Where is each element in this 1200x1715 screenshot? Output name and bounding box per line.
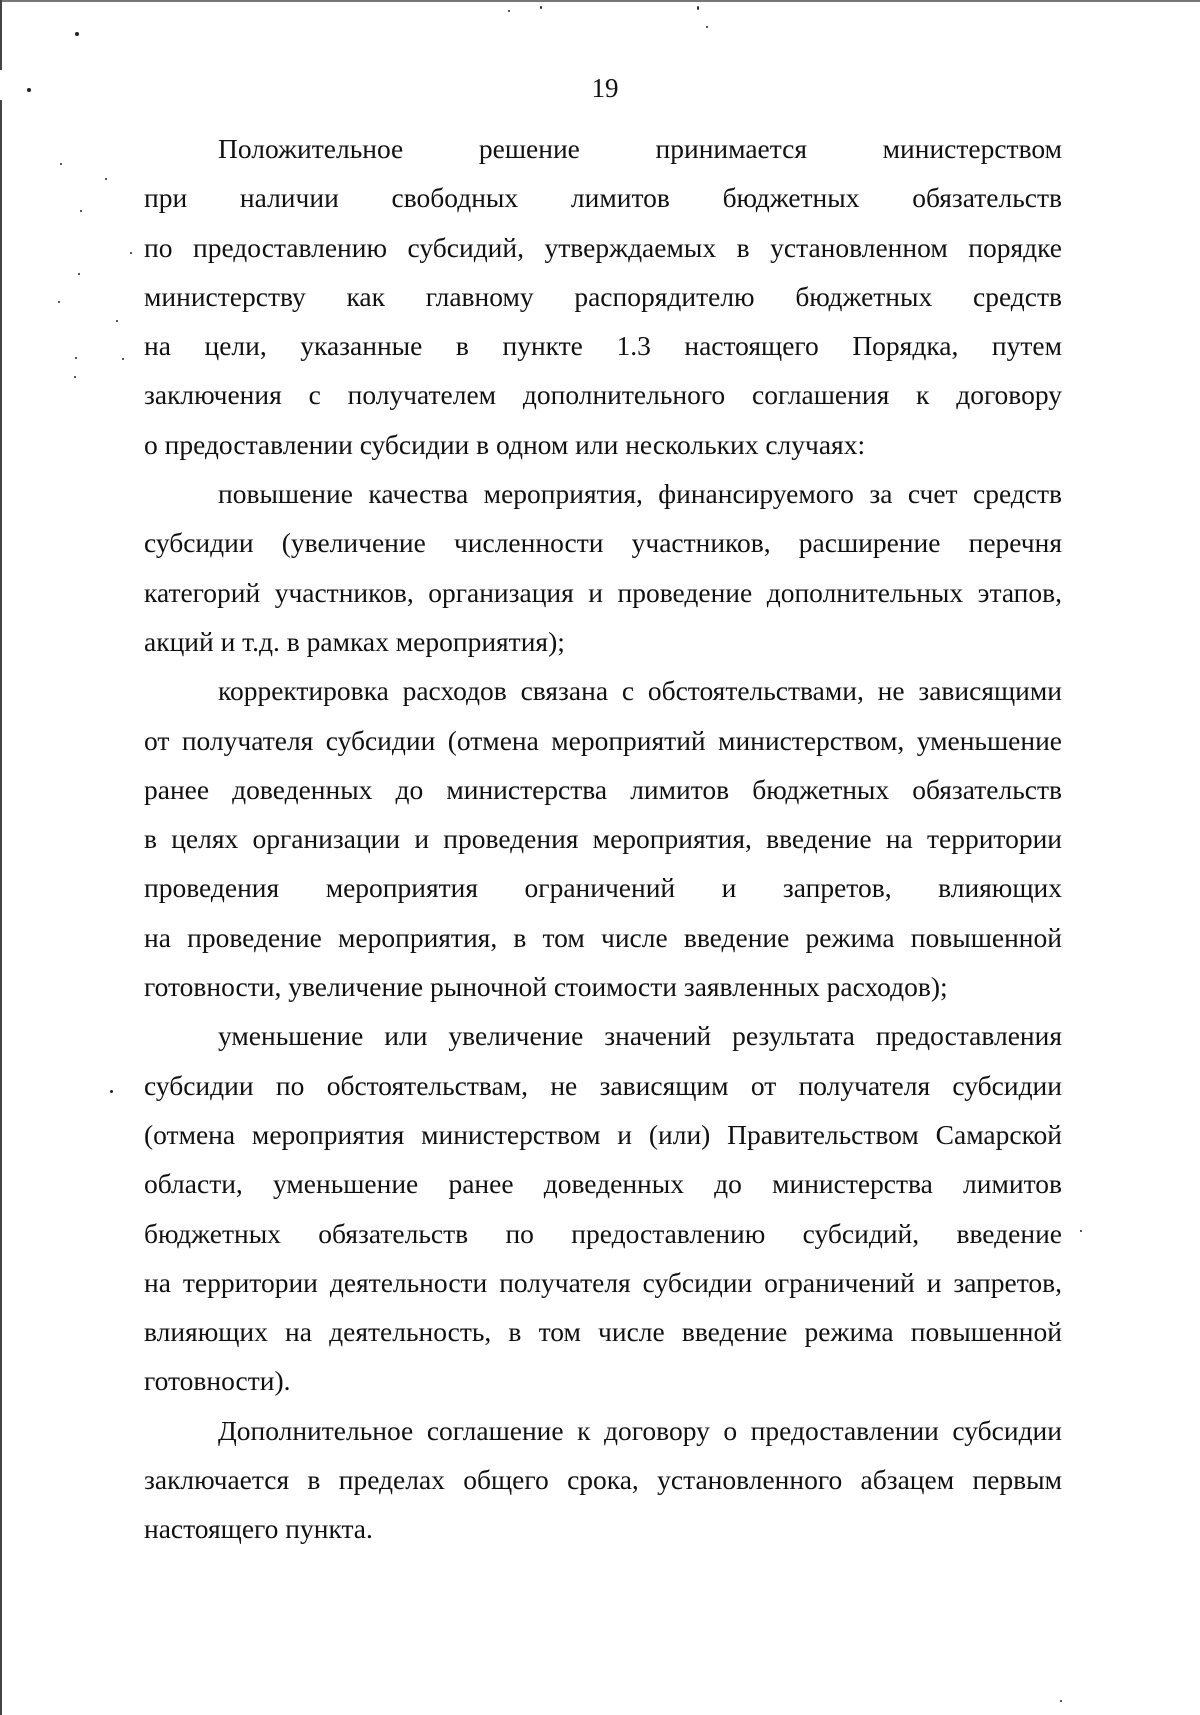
scan-speck (1080, 1230, 1082, 1232)
text-line: на цели, указанные в пункте 1.3 настоящего Порядка, путем (144, 330, 1062, 362)
text-line: на проведение мероприятия, в том числе введение режима повышенной (144, 921, 1062, 953)
text-line: заключения с получателем дополнительного соглашения к договору (144, 379, 1062, 411)
text-line: повышение качества мероприятия, финансируемого за счет средств (218, 478, 1062, 510)
scan-speck (1060, 1700, 1062, 1702)
scan-speck (58, 301, 60, 303)
text-line: влияющих на деятельность, в том числе введение режима повышенной (144, 1316, 1062, 1348)
paragraph-additional-agreement (144, 1406, 1062, 1554)
text-line: готовности, увеличение рыночной стоимости заявленных расходов); (144, 971, 948, 1003)
text-line: уменьшение или увеличение значений результата предоставления (218, 1020, 1062, 1052)
scan-speck (540, 6, 542, 9)
text-line: от получателя субсидии (отмена мероприятий министерством, уменьшение (144, 724, 1062, 756)
scan-speck (74, 376, 76, 378)
scan-speck (110, 1090, 113, 1093)
paragraph-decision (144, 124, 1062, 469)
text-line: при наличии свободных лимитов бюджетных обязательств (144, 182, 1062, 214)
text-line: проведения мероприятия ограничений и запретов, влияющих (144, 872, 1062, 904)
text-line: на территории деятельности получателя субсидии ограничений и запретов, (144, 1266, 1062, 1298)
text-line: акций и т.д. в рамках мероприятия); (144, 625, 565, 657)
scan-speck (697, 6, 699, 10)
text-line: по предоставлению субсидий, утверждаемых в установленном порядке (144, 231, 1062, 263)
scan-speck (75, 357, 77, 359)
text-line: Дополнительное соглашение к договору о предоставлении субсидии (218, 1414, 1062, 1446)
text-line: (отмена мероприятия министерством и (или) Правительством Самарской (144, 1118, 1062, 1150)
text-line: готовности). (144, 1365, 291, 1397)
scan-speck (60, 163, 62, 165)
text-line: категорий участников, организация и проведение дополнительных этапов, (144, 576, 1062, 608)
scan-speck (75, 32, 79, 36)
scan-speck (508, 10, 510, 12)
text-line: субсидии по обстоятельствам, не зависящим от получателя субсидии (144, 1069, 1062, 1101)
text-line: о предоставлении субсидии в одном или нескольких случаях: (144, 428, 866, 460)
scan-speck (122, 358, 124, 360)
scan-top-border (0, 0, 1200, 2)
page-number: 19 (591, 73, 619, 103)
scan-left-border (0, 0, 2, 1715)
paragraph-quality-improvement (144, 469, 1062, 666)
scan-speck (78, 273, 80, 275)
scan-speck (80, 210, 82, 212)
text-line: бюджетных обязательств по предоставлению субсидий, введение (144, 1217, 1062, 1249)
text-line: настоящего пункта. (144, 1513, 373, 1545)
paragraph-expense-adjustment (144, 666, 1062, 1011)
document-body (144, 124, 1062, 1554)
text-line: субсидии (увеличение численности участников, расширение перечня (144, 527, 1062, 559)
text-line: заключается в пределах общего срока, установленного абзацем первым (144, 1464, 1062, 1496)
text-line: министерству как главному распорядителю бюджетных средств (144, 280, 1062, 312)
scan-speck (105, 178, 107, 180)
text-line: ранее доведенных до министерства лимитов бюджетных обязательств (144, 773, 1062, 805)
text-line: в целях организации и проведения мероприятия, введение на территории (144, 823, 1062, 855)
text-line: корректировка расходов связана с обстоятельствами, не зависящими (218, 675, 1062, 707)
text-line: области, уменьшение ранее доведенных до министерства лимитов (144, 1168, 1062, 1200)
scan-speck (116, 320, 118, 322)
paragraph-result-change (144, 1011, 1062, 1405)
text-line: Положительное решение принимается министерством (218, 133, 1062, 164)
scan-speck (706, 26, 708, 28)
scan-speck (130, 252, 132, 254)
